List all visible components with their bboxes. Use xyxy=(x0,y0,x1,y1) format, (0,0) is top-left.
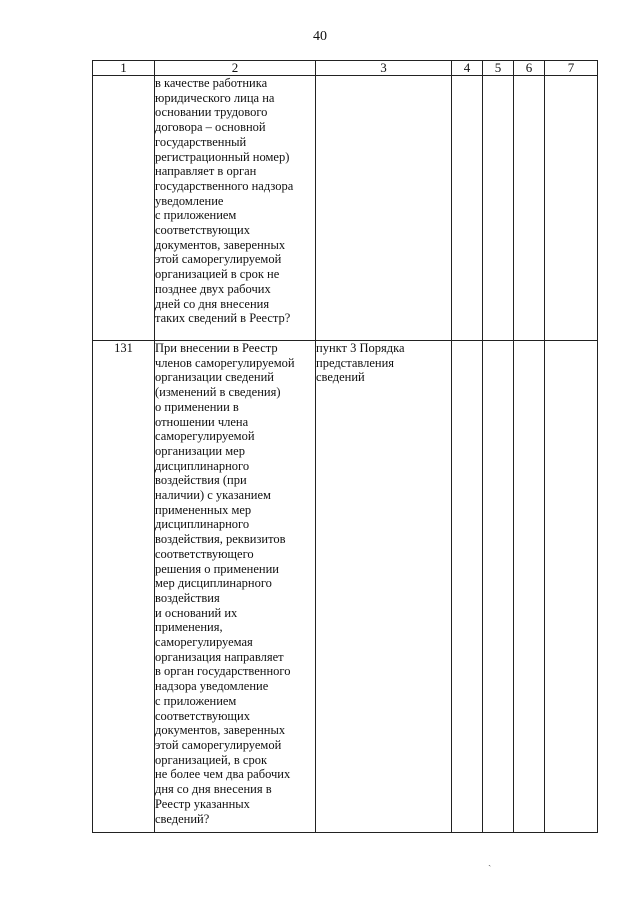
header-row xyxy=(93,61,598,76)
cell-text-line: организацией, в срок xyxy=(155,752,268,767)
cell-text-line: соответствующих xyxy=(155,708,250,723)
answer-cell-7 xyxy=(545,76,598,341)
cell-text-line: применения, xyxy=(155,620,223,635)
row-number-cell: 131 xyxy=(93,341,155,833)
question-cell xyxy=(155,76,316,341)
cell-text-line: членов саморегулируемой xyxy=(155,355,295,370)
scan-speck: ˎ xyxy=(488,856,492,867)
cell-text-line: соответствующего xyxy=(155,546,254,561)
cell-text-line: юридического лица на xyxy=(155,90,275,105)
cell-text-line: уведомление xyxy=(155,193,224,208)
cell-text-line: наличии) с указанием xyxy=(155,488,271,503)
cell-text-line: основании трудового xyxy=(155,105,268,120)
cell-text-line: представления xyxy=(316,355,395,370)
cell-text-line: организацией в срок не xyxy=(155,267,280,282)
cell-text-line: дисциплинарного xyxy=(155,458,250,473)
cell-text-line: примененных мер xyxy=(155,502,252,517)
cell-text-line: не более чем два рабочих xyxy=(155,767,291,782)
cell-text-line: в орган государственного xyxy=(155,664,291,679)
header-col-5: 5 xyxy=(483,61,514,76)
header-col-7: 7 xyxy=(545,61,598,76)
table-row xyxy=(93,341,598,833)
cell-text-line: о применении в xyxy=(155,399,239,414)
answer-cell-4 xyxy=(452,76,483,341)
header-col-3: 3 xyxy=(316,61,452,76)
cell-text-line: организации сведений xyxy=(155,370,274,385)
cell-text-line: с приложением xyxy=(155,693,237,708)
basis-cell xyxy=(316,341,452,833)
answer-cell-6 xyxy=(514,76,545,341)
cell-text-line: государственного надзора xyxy=(155,178,294,193)
cell-text-line: этой саморегулируемой xyxy=(155,737,282,752)
cell-text-line: сведений? xyxy=(155,811,210,826)
answer-cell-5 xyxy=(483,76,514,341)
cell-text-line: сведений xyxy=(316,370,365,385)
cell-text-line: соответствующих xyxy=(155,223,250,238)
question-cell xyxy=(155,341,316,833)
cell-text-line: и оснований их xyxy=(155,605,238,620)
answer-cell-5 xyxy=(483,341,514,833)
cell-text-line: договора – основной xyxy=(155,120,266,135)
cell-text-line: дисциплинарного xyxy=(155,517,250,532)
cell-text-line: дней со дня внесения xyxy=(155,296,270,311)
cell-text-line: (изменений в сведения) xyxy=(155,385,281,400)
cell-text-line: с приложением xyxy=(155,208,237,223)
answer-cell-4 xyxy=(452,341,483,833)
cell-text-line: организации мер xyxy=(155,443,245,458)
cell-text-line: документов, заверенных xyxy=(155,237,286,252)
header-col-2: 2 xyxy=(155,61,316,76)
cell-text-line: государственный xyxy=(155,134,247,149)
table-row xyxy=(93,76,598,341)
header-col-6: 6 xyxy=(514,61,545,76)
cell-text-line: воздействия (при xyxy=(155,473,247,488)
cell-text-line: воздействия xyxy=(155,590,220,605)
cell-text-line: направляет в орган xyxy=(155,164,257,179)
cell-text-line: дня со дня внесения в xyxy=(155,782,272,797)
answer-cell-7 xyxy=(545,341,598,833)
cell-text-line: организация направляет xyxy=(155,649,284,664)
row-number-cell xyxy=(93,76,155,341)
cell-text-line: воздействия, реквизитов xyxy=(155,532,286,547)
cell-text-line: мер дисциплинарного xyxy=(155,576,272,591)
checklist-table xyxy=(92,60,598,833)
basis-cell xyxy=(316,76,452,341)
cell-text-line: документов, заверенных xyxy=(155,723,286,738)
cell-text-line: пункт 3 Порядка xyxy=(316,341,405,355)
header-col-4: 4 xyxy=(452,61,483,76)
cell-text-line: таких сведений в Реестр? xyxy=(155,311,291,326)
cell-text-line: саморегулируемой xyxy=(155,429,255,444)
cell-text-line: При внесении в Реестр xyxy=(155,341,278,355)
cell-text-line: в качестве работника xyxy=(155,76,268,90)
cell-text-line: отношении члена xyxy=(155,414,249,429)
cell-text-line: саморегулируемая xyxy=(155,635,253,650)
header-col-1: 1 xyxy=(93,61,155,76)
page-number: 40 xyxy=(313,29,327,44)
cell-text-line: этой саморегулируемой xyxy=(155,252,282,267)
answer-cell-6 xyxy=(514,341,545,833)
cell-text-line: позднее двух рабочих xyxy=(155,281,271,296)
cell-text-line: Реестр указанных xyxy=(155,796,250,811)
cell-text-line: регистрационный номер) xyxy=(155,149,290,164)
cell-text-line: надзора уведомление xyxy=(155,679,269,694)
cell-text-line: решения о применении xyxy=(155,561,279,576)
